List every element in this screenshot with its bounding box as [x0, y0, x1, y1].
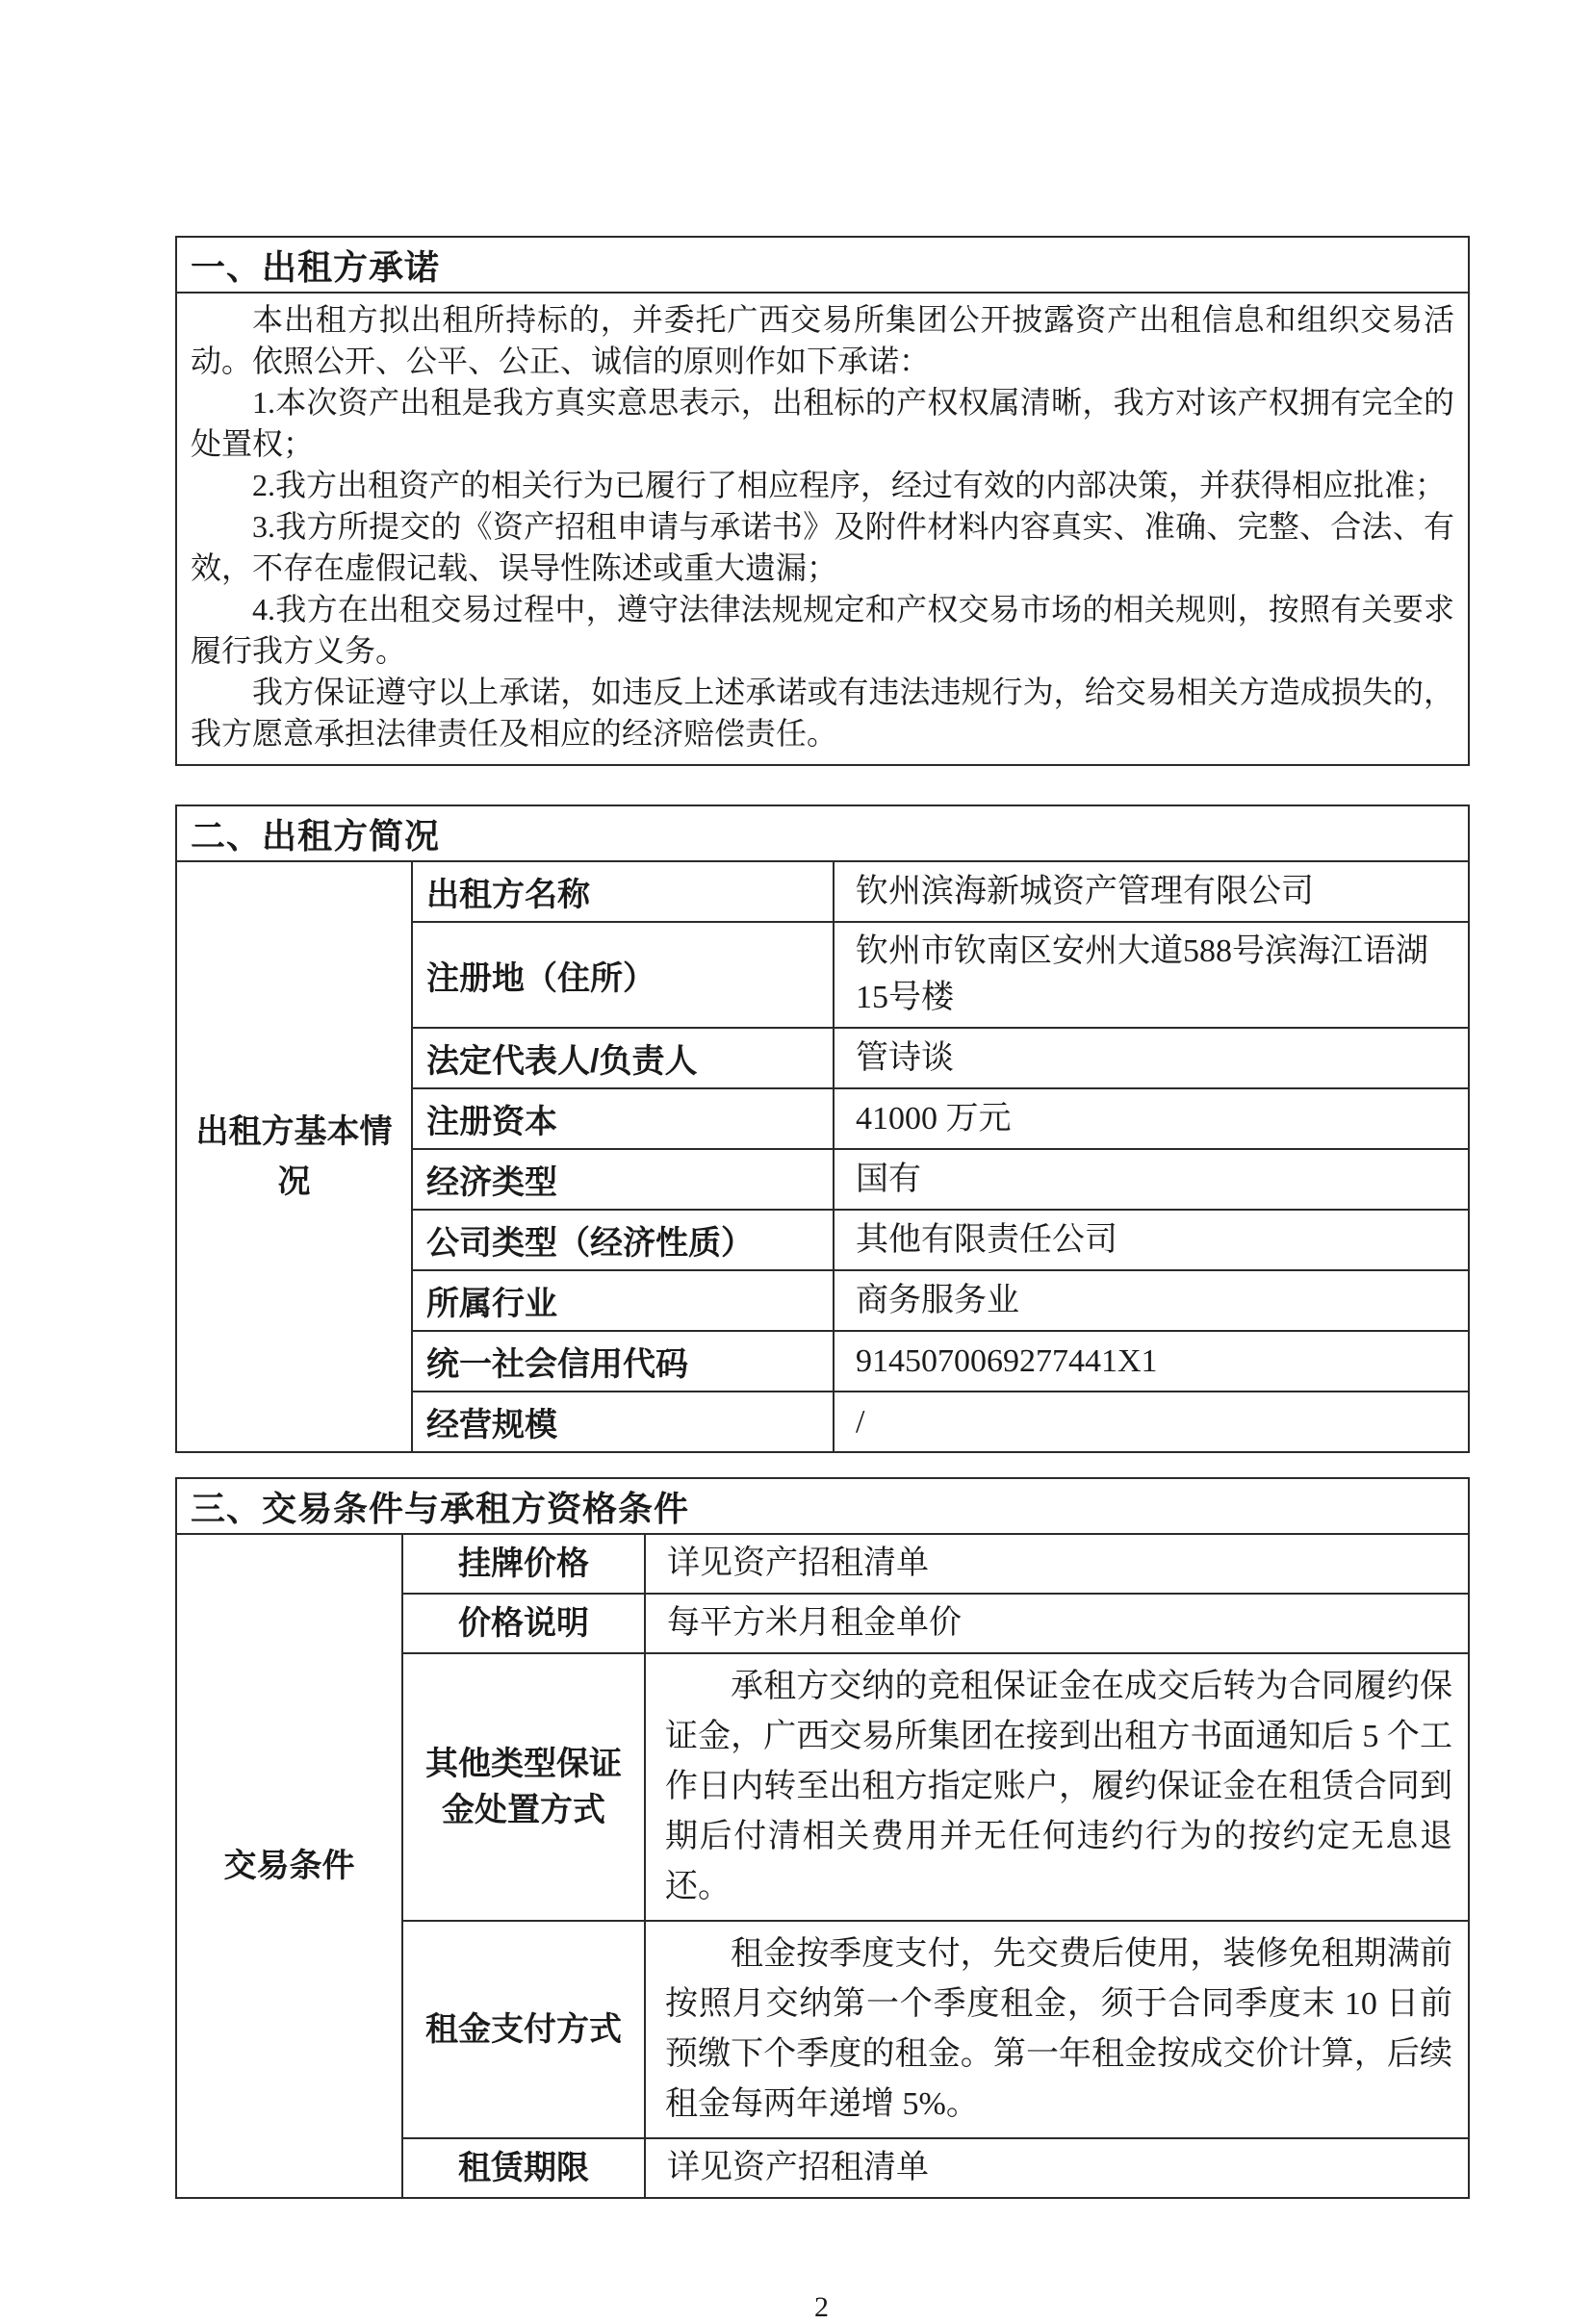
field-label-registered-address: 注册地（住所） [412, 922, 834, 1028]
field-label-business-scale: 经营规模 [412, 1392, 834, 1452]
field-value-lease-term: 详见资产招租清单 [645, 2138, 1469, 2198]
section1-title: 一、出租方承诺 [176, 237, 1469, 293]
table-row [176, 861, 1469, 922]
table-row [176, 1534, 1469, 1594]
field-label-lessor-name: 出租方名称 [412, 861, 834, 922]
field-value-price-note: 每平方米月租金单价 [645, 1594, 1469, 1653]
field-value-rent-payment-method: 租金按季度支付，先交费后使用，装修免租期满前按照月交纳第一个季度租金，须于合同季度末 10 日前预缴下个季度的租金。第一年租金按成交价计算，后续租金每两年递增 5%。 [645, 1921, 1469, 2138]
commitment-item-2: 2.我方出租资产的相关行为已履行了相应程序，经过有效的内部决策，并获得相应批准； [252, 468, 1447, 502]
field-label-price-note: 价格说明 [402, 1594, 645, 1653]
section1-body [176, 293, 1469, 765]
field-value-industry: 商务服务业 [834, 1270, 1469, 1331]
field-value-company-type: 其他有限责任公司 [834, 1210, 1469, 1270]
section-spacer [175, 766, 1468, 804]
field-value-lessor-name: 钦州滨海新城资产管理有限公司 [834, 861, 1469, 922]
commitment-item-4: 4.我方在出租交易过程中，遵守法律法规规定和产权交易市场的相关规则，按照有关要求履行我方义务。 [191, 592, 1454, 668]
commitment-item-1: 1.本次资产出租是我方真实意思表示，出租标的产权权属清晰，我方对该产权拥有完全的处置权； [191, 385, 1454, 461]
field-label-lease-term: 租赁期限 [402, 2138, 645, 2198]
field-label-economic-type: 经济类型 [412, 1149, 834, 1210]
section3-title: 三、交易条件与承租方资格条件 [176, 1478, 1469, 1534]
table-row [176, 805, 1469, 861]
field-value-deposit-handling: 承租方交纳的竞租保证金在成交后转为合同履约保证金，广西交易所集团在接到出租方书面通知后 5 个工作日内转至出租方指定账户，履约保证金在租赁合同到期后付清相关费用并无任何违约行为的按约定无息退还。 [645, 1653, 1469, 1921]
commitment-closing-paragraph: 我方保证遵守以上承诺，如违反上述承诺或有违法违规行为，给交易相关方造成损失的，我方愿意承担法律责任及相应的经济赔偿责任。 [191, 675, 1454, 751]
field-value-registered-address: 钦州市钦南区安州大道588号滨海江语湖15号楼 [834, 922, 1469, 1028]
field-value-listing-price: 详见资产招租清单 [645, 1534, 1469, 1594]
field-value-registered-capital: 41000 万元 [834, 1088, 1469, 1149]
field-value-economic-type: 国有 [834, 1149, 1469, 1210]
field-label-industry: 所属行业 [412, 1270, 834, 1331]
field-label-listing-price: 挂牌价格 [402, 1534, 645, 1594]
field-label-company-type: 公司类型（经济性质） [412, 1210, 834, 1270]
field-value-legal-representative: 管诗谈 [834, 1028, 1469, 1088]
table-row [176, 1478, 1469, 1534]
commitment-intro-paragraph: 本出租方拟出租所持标的，并委托广西交易所集团公开披露资产出租信息和组织交易活动。依照公开、公平、公正、诚信的原则作如下承诺： [191, 302, 1454, 378]
section2-title: 二、出租方简况 [176, 805, 1469, 861]
field-value-credit-code: 9145070069277441X1 [834, 1331, 1469, 1392]
section-spacer [175, 1453, 1468, 1477]
page-number: 2 [814, 2291, 829, 2323]
field-value-business-scale: / [834, 1392, 1469, 1452]
field-label-legal-representative: 法定代表人/负责人 [412, 1028, 834, 1088]
section3-group-label: 交易条件 [176, 1534, 402, 2198]
section3-table-transaction-conditions [175, 1477, 1470, 2199]
field-label-deposit-handling: 其他类型保证金处置方式 [402, 1653, 645, 1921]
section1-table-lessor-commitment [175, 236, 1470, 766]
commitment-item-3: 3.我方所提交的《资产招租申请与承诺书》及附件材料内容真实、准确、完整、合法、有效，不存在虚假记载、误导性陈述或重大遗漏； [191, 509, 1454, 585]
field-label-credit-code: 统一社会信用代码 [412, 1331, 834, 1392]
section2-table-lessor-profile [175, 804, 1470, 1453]
section2-group-label: 出租方基本情况 [176, 861, 412, 1452]
table-row [176, 293, 1469, 765]
field-label-registered-capital: 注册资本 [412, 1088, 834, 1149]
table-row [176, 237, 1469, 293]
field-label-rent-payment-method: 租金支付方式 [402, 1921, 645, 2138]
